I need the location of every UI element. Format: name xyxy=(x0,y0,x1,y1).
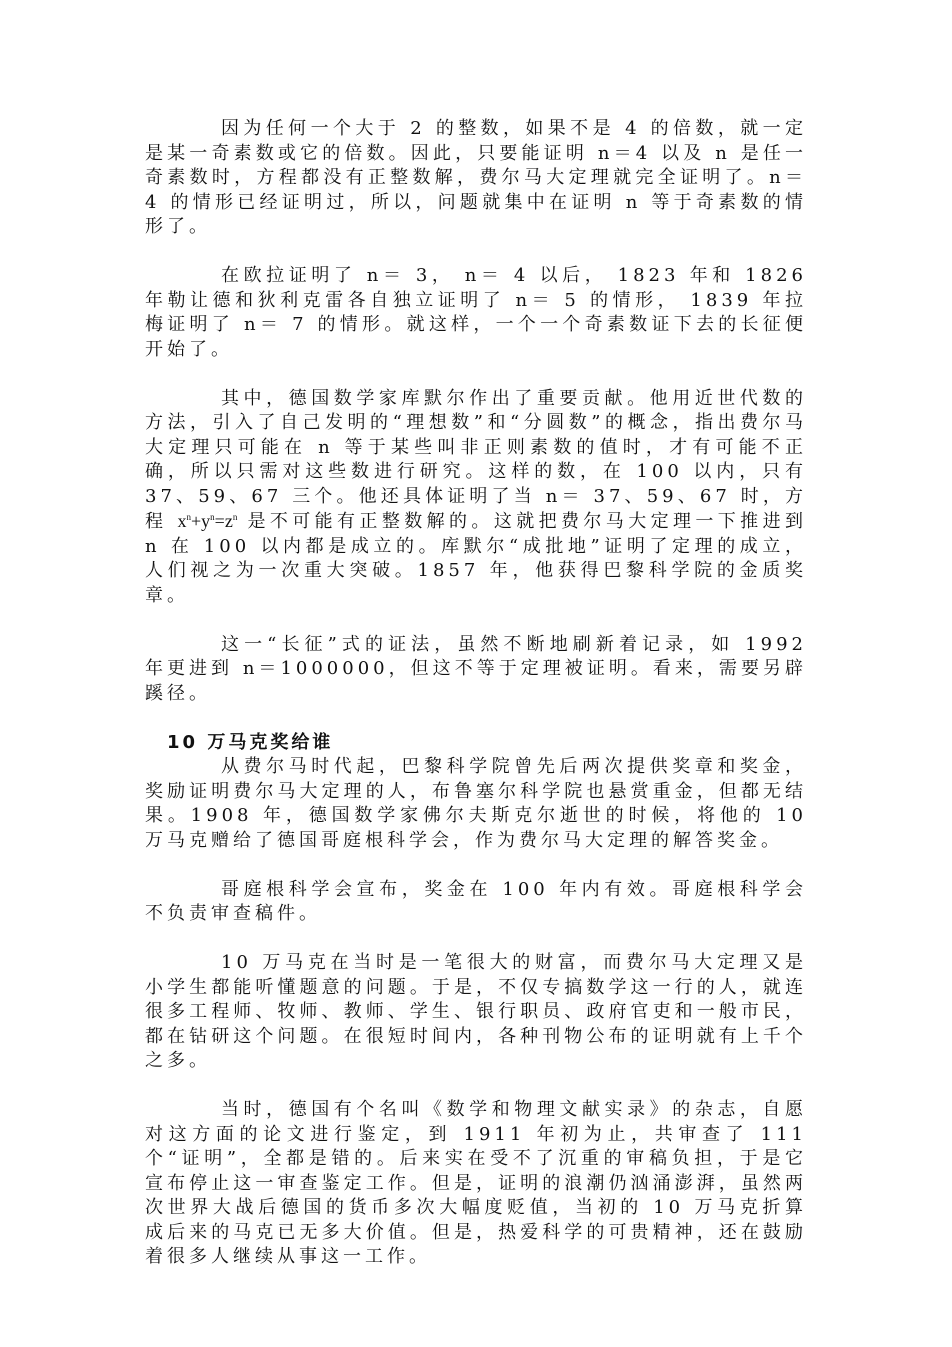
formula-exponent: n xyxy=(186,512,192,522)
formula-exponent: n xyxy=(232,512,238,522)
paragraph: 因为任何一个大于 2 的整数，如果不是 4 的倍数，就一定是某一奇素数或它的倍数。因此，只要能证明 n＝4 以及 n 是任一奇素数时，方程都没有正整数解，费尔马大定理就完全证明了。n＝4 的情形已经证明过，所以，问题就集中在证明 n 等于奇素数的情形了。 xyxy=(145,118,807,237)
paragraph-text: 其中，德国数学家库默尔作出了重要贡献。他用近世代数的方法，引入了自己发明的“理想数”和“分圆数”的概念，指出费尔马大定理只可能在 n 等于某些叫非正则素数的值时，才有可能不正确，所以只需对这些数进行研究。这样的数，在 100 以内，只有 37、59、67 三个。他还具体证明了当 n＝ 37、59、67 时，方程 xyxy=(145,387,807,532)
paragraph: 从费尔马时代起，巴黎科学院曾先后两次提供奖章和奖金，奖励证明费尔马大定理的人，布鲁塞尔科学院也悬赏重金，但都无结果。1908 年，德国数学家佛尔夫斯克尔逝世的时候，将他的 10 万马克赠给了德国哥庭根科学会，作为费尔马大定理的解答奖金。 xyxy=(145,756,807,851)
fermat-equation xyxy=(178,511,238,531)
formula-plus: + xyxy=(191,511,202,531)
paragraph-with-formula xyxy=(145,387,807,609)
formula-var-y: y xyxy=(201,511,211,531)
paragraph: 这一“长征”式的证法，虽然不断地刷新着记录，如 1992 年更进到 n＝1000000，但这不等于定理被证明。看来，需要另辟蹊径。 xyxy=(145,633,807,704)
paragraph-text: 是不可能有正整数解的。这就把费尔马大定理一下推进到 n 在 100 以内都是成立的。库默尔“成批地”证明了定理的成立，人们视之为一次重大突破。1857 年，他获得巴黎科学院的金质奖章。 xyxy=(145,511,807,606)
formula-var-x: x xyxy=(177,511,187,531)
formula-var-z: z xyxy=(224,511,233,531)
formula-equals: = xyxy=(214,511,225,531)
paragraph: 当时，德国有个名叫《数学和物理文献实录》的杂志，自愿对这方面的论文进行鉴定，到 1911 年初为止，共审查了 111 个“证明”，全都是错的。后来实在受不了沉重的审稿负担，于是它宣布停止这一审查鉴定工作。但是，证明的浪潮仍汹涌澎湃，虽然两次世界大战后德国的货币多次大幅度贬值，当初的 10 万马克折算成后来的马克已无多大价值。但是，热爱科学的可贵精神，还在鼓励着很多人继续从事这一工作。 xyxy=(145,1099,807,1267)
paragraph: 10 万马克在当时是一笔很大的财富，而费尔马大定理又是小学生都能听懂题意的问题。于是，不仅专搞数学这一行的人，就连很多工程师、牧师、教师、学生、银行职员、政府官吏和一般市民，都在钻研这个问题。在很短时间内，各种刊物公布的证明就有上千个之多。 xyxy=(145,952,807,1071)
section-heading: 10 万马克奖给谁 xyxy=(167,731,334,753)
document-page xyxy=(145,117,807,1294)
paragraph: 哥庭根科学会宣布，奖金在 100 年内有效。哥庭根科学会不负责审查稿件。 xyxy=(145,878,807,924)
formula-exponent: n xyxy=(210,512,215,522)
paragraph: 在欧拉证明了 n＝ 3， n＝ 4 以后， 1823 年和 1826 年勒让德和狄利克雷各自独立证明了 n＝ 5 的情形， 1839 年拉梅证明了 n＝ 7 的情形。就这样，一个一个奇素数证下去的长征便开始了。 xyxy=(145,265,807,360)
